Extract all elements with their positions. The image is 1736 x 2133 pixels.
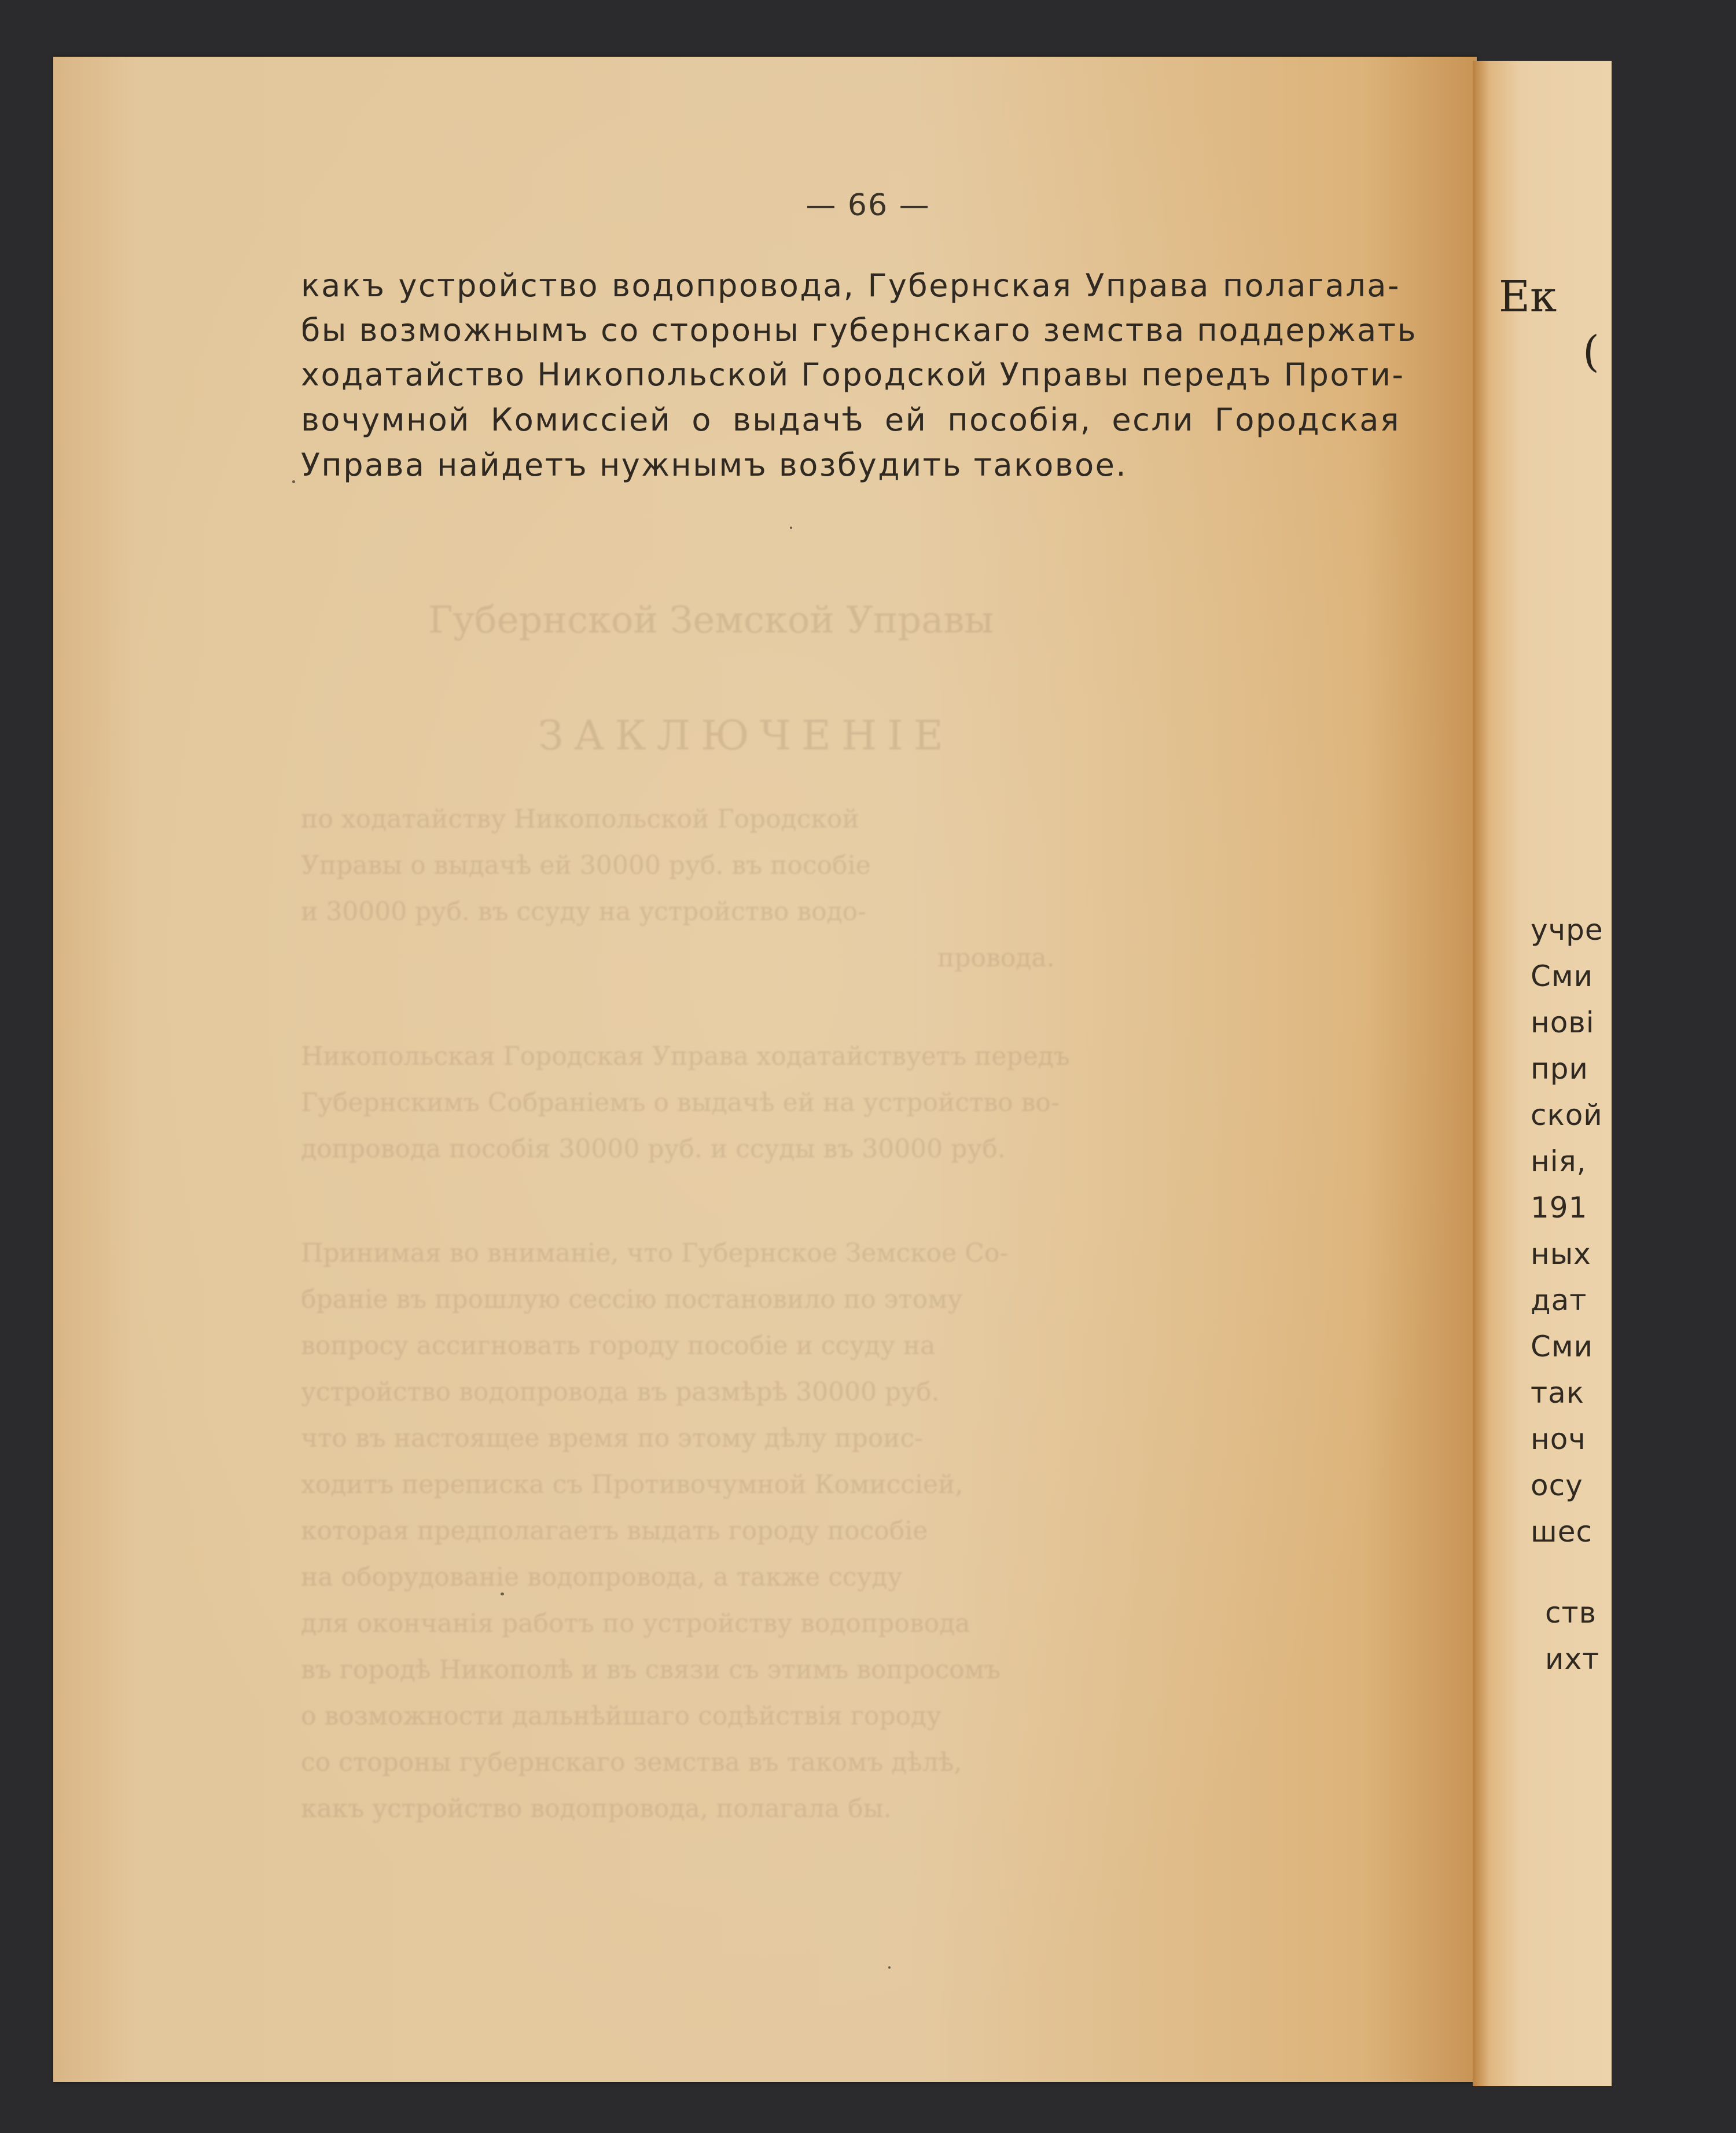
paper-speck	[888, 1966, 891, 1969]
page-number: — 66 —	[806, 188, 930, 223]
show-through-text: Никопольская Городская Управа ходатайствуетъ передъ	[301, 1042, 1070, 1071]
show-through-text: вопросу ассигновать городу пособіе и ссуду на	[301, 1331, 936, 1360]
right-line-fragment: ных	[1531, 1237, 1591, 1271]
right-line-fragment: ской	[1531, 1098, 1603, 1132]
right-line-fragment: шес	[1531, 1515, 1593, 1549]
right-line-fragment: так	[1531, 1376, 1584, 1410]
paragraph-line: бы возможнымъ со стороны губернскаго земства поддержать	[301, 312, 1417, 348]
right-line-fragment: осу	[1531, 1469, 1583, 1502]
show-through-text: и 30000 руб. въ ссуду на устройство водо-	[301, 897, 867, 926]
right-line-fragment: нія,	[1531, 1145, 1587, 1178]
paragraph-line: какъ устройство водопровода, Губернская Управа полагала-	[301, 267, 1400, 304]
right-line-fragment: 191	[1531, 1191, 1588, 1224]
paragraph-line: вочумной Комиссіей о выдачѣ ей пособія, если Городская	[301, 402, 1400, 438]
paper-speck	[292, 480, 295, 483]
right-line-fragment: нові	[1531, 1006, 1595, 1039]
show-through-text: для окончанія работъ по устройству водопровода	[301, 1609, 970, 1638]
right-heading-fragment: Ек	[1499, 272, 1557, 322]
show-through-text: допровода пособія 30000 руб. и ссуды въ 30000 руб.	[301, 1134, 1006, 1164]
show-through-text: что въ настоящее время по этому дѣлу проис-	[301, 1424, 924, 1453]
paper-speck	[501, 1593, 504, 1595]
right-heading-fragment: (	[1583, 327, 1599, 377]
show-through-text: ходитъ переписка съ Противочумной Комиссіей,	[301, 1470, 963, 1499]
show-through-text: какъ устройство водопровода, полагала бы.	[301, 1794, 892, 1823]
right-line-fragment: учре	[1531, 913, 1603, 947]
show-through-text: на оборудованіе водопровода, а также ссуду	[301, 1562, 903, 1592]
paragraph-line: Управа найдетъ нужнымъ возбудить таковое.	[301, 447, 1128, 483]
right-line-fragment: ихт	[1545, 1642, 1600, 1676]
show-through-text: Губернскимъ Собраніемъ о выдачѣ ей на устройство во-	[301, 1088, 1060, 1117]
show-through-text: которая предполагаетъ выдать городу пособіе	[301, 1516, 928, 1546]
show-through-text: о возможности дальнѣйшаго содѣйствія городу	[301, 1701, 941, 1731]
show-through-text: Управы о выдачѣ ей 30000 руб. въ пособіе	[301, 851, 871, 880]
show-through-text: Принимая во вниманіе, что Губернское Земское Со-	[301, 1238, 1009, 1268]
right-line-fragment: Сми	[1531, 959, 1594, 993]
show-through-text: со стороны губернскаго земства въ такомъ дѣлѣ,	[301, 1748, 962, 1777]
show-through-text: браніе въ прошлую сессію постановило по этому	[301, 1285, 963, 1314]
paper-speck	[790, 527, 792, 529]
right-line-fragment: ноч	[1531, 1422, 1586, 1456]
right-line-fragment: ств	[1545, 1596, 1597, 1630]
right-line-fragment: Сми	[1531, 1330, 1594, 1363]
show-through-text: въ городѣ Никополѣ и въ связи съ этимъ вопросомъ	[301, 1655, 1001, 1685]
show-through-text: провода.	[937, 943, 1055, 973]
right-line-fragment: при	[1531, 1052, 1588, 1086]
show-through-text: устройство водопровода въ размѣрѣ 30000 руб.	[301, 1377, 940, 1407]
show-through-text: ЗАКЛЮЧЕНІЕ	[538, 712, 954, 759]
right-line-fragment: дат	[1531, 1284, 1587, 1317]
show-through-text: Губернской Земской Управы	[428, 599, 994, 642]
paragraph-line: ходатайство Никопольской Городской Управы передъ Проти-	[301, 356, 1405, 393]
show-through-text: по ходатайству Никопольской Городской	[301, 804, 859, 834]
